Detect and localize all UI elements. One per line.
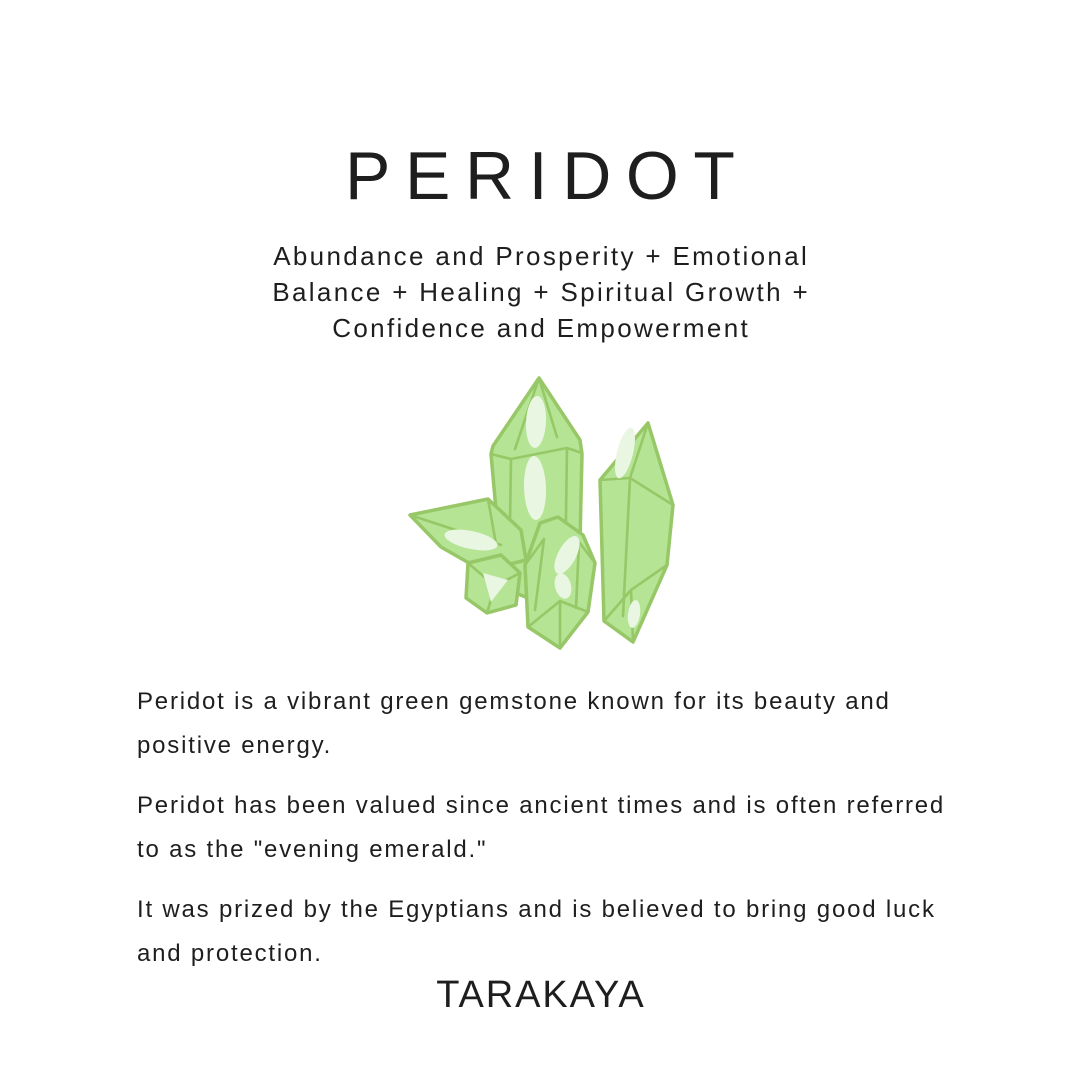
peridot-crystal-illustration xyxy=(383,358,713,688)
crystal-right xyxy=(600,423,673,642)
crystal-bottom-left xyxy=(466,555,520,613)
paragraph-line: Peridot is a vibrant green gemstone known for its beauty and xyxy=(137,688,891,715)
paragraph-line: positive energy. xyxy=(137,732,333,759)
paragraph xyxy=(137,888,1017,976)
brand-name: TARAKAYA xyxy=(436,974,646,1016)
paragraph xyxy=(137,680,1017,768)
page-title: PERIDOT xyxy=(345,138,750,214)
subtitle-line: Confidence and Empowerment xyxy=(332,313,751,343)
subtitle xyxy=(0,238,1080,346)
paragraph xyxy=(137,784,1017,872)
crystal-front xyxy=(525,517,595,648)
paragraph-line: It was prized by the Egyptians and is believed to bring good luck xyxy=(137,896,936,923)
subtitle-line: Abundance and Prosperity + Emotional xyxy=(273,241,810,271)
subtitle-line: Balance + Healing + Spiritual Growth + xyxy=(272,277,810,307)
paragraph-line: Peridot has been valued since ancient times and is often referred xyxy=(137,792,946,819)
paragraph-line: and protection. xyxy=(137,940,323,967)
description xyxy=(137,680,1017,992)
paragraph-line: to as the "evening emerald." xyxy=(137,836,488,863)
